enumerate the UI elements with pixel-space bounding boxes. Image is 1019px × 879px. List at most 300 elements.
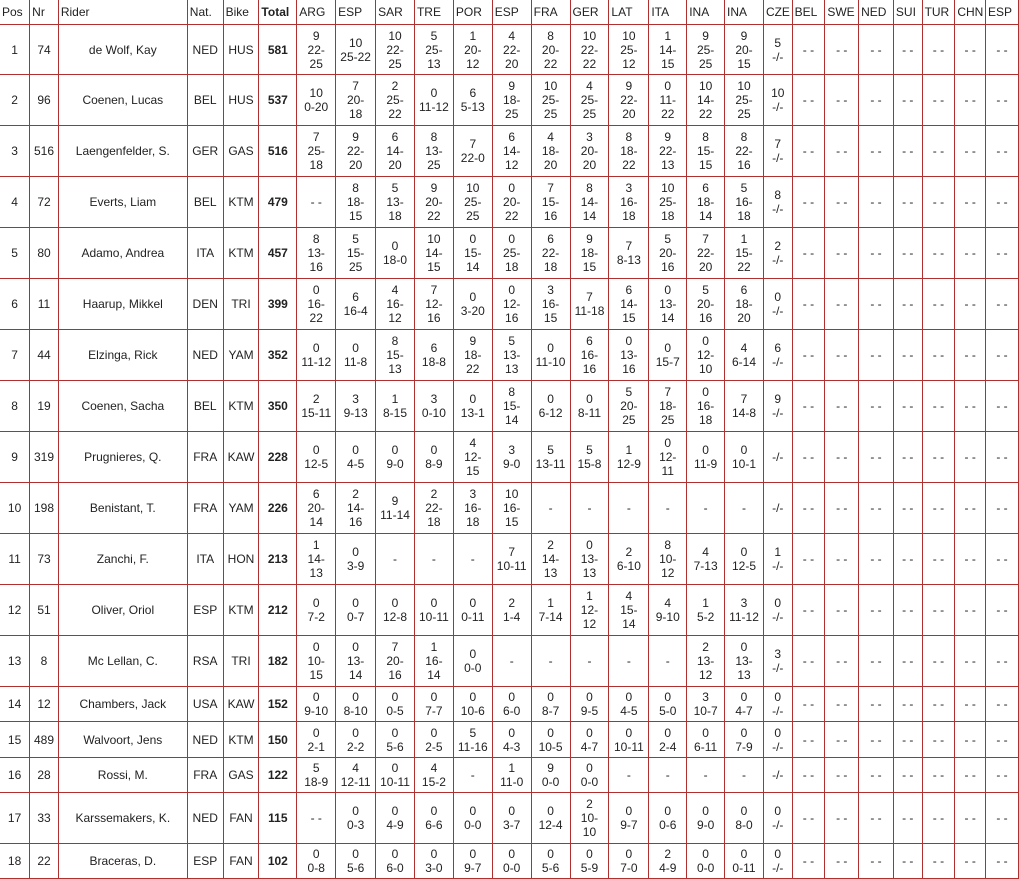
result-line: 7 — [391, 640, 399, 654]
result-line: 13- — [696, 654, 715, 668]
result-line: 3 — [469, 487, 477, 501]
cell-result — [825, 483, 859, 534]
result-line: 9 — [740, 28, 748, 43]
cell-result — [570, 228, 609, 279]
cell-result — [414, 534, 453, 585]
result-line: 13- — [425, 144, 443, 158]
table-row — [0, 585, 1019, 636]
cell-bike: YAM — [223, 483, 259, 534]
result-line: 4-9 — [659, 861, 677, 875]
cell-result — [687, 381, 725, 432]
result-line: - - — [996, 144, 1008, 158]
result-line: - - — [964, 811, 976, 825]
result-line: 18- — [735, 297, 753, 311]
result-line: - — [741, 768, 746, 782]
cell-result — [763, 381, 792, 432]
cell-result — [763, 75, 792, 126]
cell-result — [725, 25, 764, 75]
cell-result — [414, 228, 453, 279]
result-line: 15- — [541, 195, 560, 209]
result-line: 22- — [425, 501, 443, 515]
cell-result — [955, 793, 986, 844]
result-line: 25 — [622, 413, 636, 427]
result-line: - - — [870, 732, 882, 747]
result-line: 14- — [503, 144, 521, 158]
result-line: 0 — [547, 392, 554, 406]
result-line: 7 — [469, 137, 477, 151]
cell-result — [453, 228, 492, 279]
cell-result — [825, 25, 859, 75]
cell-nr: 516 — [30, 126, 59, 177]
result-line: -/- — [772, 450, 784, 464]
result-line: 0 — [391, 443, 399, 457]
result-line: 16 — [622, 362, 636, 376]
cell-result — [725, 126, 764, 177]
result-line: - - — [836, 195, 848, 209]
cell-result — [376, 126, 415, 177]
cell-result — [687, 793, 725, 844]
cell-result — [859, 330, 894, 381]
result-line: 20 — [622, 107, 636, 121]
result-line: 0 — [469, 596, 477, 610]
cell-bike: TRI — [223, 636, 259, 687]
result-line: 20- — [735, 42, 753, 57]
cell-result — [336, 279, 376, 330]
cell-result — [893, 844, 922, 879]
cell-result — [955, 758, 986, 793]
result-line: 0 — [312, 341, 320, 355]
result-line: - - — [870, 348, 882, 362]
cell-result — [414, 585, 453, 636]
result-line: 5-6 — [346, 861, 365, 875]
column-header: INA — [687, 0, 725, 25]
result-line: 9 — [586, 232, 593, 246]
result-line: 0 — [469, 290, 477, 304]
result-line: 1 — [774, 545, 782, 559]
result-line: 20 — [582, 158, 597, 172]
result-line: 8 — [312, 232, 320, 246]
cell-result — [453, 687, 492, 722]
result-line: 15 — [737, 56, 751, 71]
result-line: 3-0 — [425, 861, 443, 875]
table-row — [0, 483, 1019, 534]
result-line: 0 — [774, 804, 782, 818]
result-line: 16- — [580, 348, 599, 362]
result-line: 12- — [425, 297, 443, 311]
result-line: 3 — [586, 130, 593, 144]
cell-result — [986, 177, 1019, 228]
result-line: 3 — [702, 690, 709, 704]
cell-result — [649, 636, 687, 687]
column-header: Bike — [223, 0, 259, 25]
result-line: 18-0 — [383, 253, 408, 267]
cell-bike: HUS — [223, 25, 259, 75]
cell-result — [609, 126, 649, 177]
cell-result — [687, 432, 725, 483]
cell-result — [570, 636, 609, 687]
cell-result — [453, 534, 492, 585]
result-line: 0 — [469, 647, 477, 661]
result-line: - - — [996, 552, 1008, 566]
cell-result — [763, 432, 792, 483]
cell-result — [414, 483, 453, 534]
cell-result — [336, 793, 376, 844]
cell-result — [453, 844, 492, 879]
cell-result — [492, 75, 531, 126]
result-line: 25 — [388, 56, 402, 71]
cell-result — [725, 844, 764, 879]
result-line: 6 — [312, 487, 320, 501]
cell-result — [986, 279, 1019, 330]
cell-rider: Benistant, T. — [58, 483, 187, 534]
result-line: - - — [836, 93, 848, 107]
result-line: -/- — [772, 739, 784, 754]
cell-result — [687, 228, 725, 279]
cell-result — [336, 534, 376, 585]
result-line: 22- — [503, 42, 521, 57]
result-line: 6 — [508, 130, 516, 144]
result-line: 15 — [466, 464, 480, 478]
cell-result — [649, 758, 687, 793]
cell-result — [859, 432, 894, 483]
result-line: - - — [902, 552, 914, 566]
cell-result — [763, 534, 792, 585]
cell-result — [955, 381, 986, 432]
result-line: 18- — [620, 144, 638, 158]
cell-result — [825, 177, 859, 228]
result-line: 18 — [505, 260, 519, 274]
result-line: 10 — [348, 35, 363, 50]
cell-result — [570, 432, 609, 483]
cell-result — [986, 585, 1019, 636]
cell-pos: 2 — [0, 75, 30, 126]
cell-result — [609, 25, 649, 75]
cell-result — [955, 722, 986, 758]
result-line: - - — [870, 854, 882, 868]
table-row — [0, 330, 1019, 381]
result-line: 6 — [625, 283, 633, 297]
result-line: 16-4 — [343, 304, 368, 318]
result-line: - — [431, 552, 436, 566]
result-line: 20- — [386, 654, 404, 668]
cell-total: 213 — [259, 534, 297, 585]
result-line: -/- — [772, 406, 784, 420]
result-line: - - — [802, 399, 815, 413]
cell-result — [336, 330, 376, 381]
result-line: 7-14 — [538, 610, 563, 624]
result-line: 5 — [312, 761, 320, 775]
result-line: 9-7 — [464, 861, 482, 875]
result-line: 10 — [582, 825, 597, 839]
result-line: - - — [932, 854, 945, 868]
result-line: - - — [870, 552, 882, 566]
result-line: 11-8 — [344, 355, 368, 369]
cell-result — [609, 177, 649, 228]
result-line: 0 — [774, 596, 782, 610]
cell-result — [986, 381, 1019, 432]
result-line: 22 — [505, 209, 519, 223]
cell-result — [414, 793, 453, 844]
cell-result — [492, 687, 531, 722]
cell-result — [453, 758, 492, 793]
result-line: 0-3 — [346, 818, 365, 832]
result-line: 11-12 — [419, 100, 449, 114]
column-header: ITA — [649, 0, 687, 25]
cell-result — [609, 330, 649, 381]
result-line: - - — [964, 603, 976, 617]
result-line: 8 — [547, 28, 554, 43]
cell-result — [955, 636, 986, 687]
result-line: 8-13 — [616, 253, 641, 267]
result-line: -/- — [772, 151, 784, 165]
table-row — [0, 534, 1019, 585]
cell-result — [649, 177, 687, 228]
result-line: - - — [902, 195, 914, 209]
cell-pos: 8 — [0, 381, 30, 432]
cell-result — [725, 534, 764, 585]
cell-result — [336, 722, 376, 758]
cell-result — [986, 330, 1019, 381]
result-line: 0-0 — [541, 775, 560, 789]
result-line: 15 — [427, 260, 441, 274]
cell-result — [531, 534, 570, 585]
table-row — [0, 25, 1019, 75]
cell-result — [792, 483, 825, 534]
cell-result — [414, 381, 453, 432]
cell-result — [531, 844, 570, 879]
cell-result — [492, 844, 531, 879]
cell-result — [725, 432, 764, 483]
result-line: 1 — [664, 28, 672, 43]
result-line: 2 — [391, 79, 399, 93]
result-line: 2-4 — [659, 739, 677, 754]
result-line: 6-0 — [503, 704, 521, 718]
cell-result — [492, 177, 531, 228]
result-line: - - — [996, 450, 1008, 464]
result-line: 9-0 — [503, 457, 521, 471]
cell-nr: 51 — [30, 585, 59, 636]
result-line: 0 — [312, 847, 320, 861]
result-line: -/- — [772, 355, 784, 369]
result-line: - - — [932, 348, 945, 362]
result-line: 22- — [386, 42, 404, 57]
cell-nr: 28 — [30, 758, 59, 793]
cell-result — [792, 585, 825, 636]
result-line: 1 — [391, 392, 399, 406]
result-line: 0 — [547, 804, 554, 818]
result-line: - - — [870, 603, 882, 617]
cell-result — [531, 687, 570, 722]
cell-result — [859, 279, 894, 330]
result-line: 13- — [735, 654, 753, 668]
cell-result — [922, 687, 955, 722]
cell-result — [336, 483, 376, 534]
cell-nat: FRA — [187, 432, 223, 483]
result-line: 16 — [427, 311, 441, 325]
result-line: - - — [996, 654, 1008, 668]
cell-result — [531, 758, 570, 793]
result-line: 0 — [586, 690, 593, 704]
result-line: - - — [964, 348, 976, 362]
cell-result — [922, 432, 955, 483]
result-line: -/- — [772, 202, 784, 216]
cell-result — [893, 722, 922, 758]
result-line: 22 — [582, 56, 597, 71]
result-line: - - — [964, 732, 976, 747]
cell-total: 150 — [259, 722, 297, 758]
result-line: 25- — [503, 246, 521, 260]
cell-result — [492, 432, 531, 483]
cell-result — [297, 177, 336, 228]
cell-result — [414, 636, 453, 687]
cell-result — [893, 758, 922, 793]
result-line: 13- — [659, 297, 677, 311]
result-line: 25- — [696, 42, 715, 57]
result-line: 8 — [508, 385, 516, 399]
cell-result — [453, 330, 492, 381]
result-line: 0 — [312, 640, 320, 654]
result-line: 2 — [547, 538, 554, 552]
cell-result — [859, 228, 894, 279]
cell-result — [955, 228, 986, 279]
result-line: 0-5 — [386, 704, 404, 718]
result-line: 5 — [391, 181, 399, 195]
cell-bike: HON — [223, 534, 259, 585]
result-line: - - — [932, 732, 945, 747]
result-line: 6 — [740, 283, 748, 297]
result-line: 13- — [503, 348, 521, 362]
cell-result — [376, 177, 415, 228]
table-row — [0, 126, 1019, 177]
result-line: 0 — [625, 804, 633, 818]
result-line: 6 — [774, 341, 782, 355]
cell-result — [492, 330, 531, 381]
result-line: 0 — [774, 725, 782, 740]
cell-pos: 10 — [0, 483, 30, 534]
result-line: 6-11 — [694, 739, 718, 754]
cell-result — [609, 758, 649, 793]
table-row — [0, 381, 1019, 432]
result-line: - - — [964, 501, 976, 515]
cell-result — [922, 483, 955, 534]
result-line: 10 — [543, 79, 558, 93]
cell-result — [570, 75, 609, 126]
cell-result — [492, 25, 531, 75]
result-line: 1 — [586, 589, 593, 603]
cell-result — [986, 793, 1019, 844]
result-line: 16- — [307, 297, 325, 311]
result-line: 9 — [508, 79, 516, 93]
result-line: 12-9 — [616, 457, 641, 471]
cell-rider: Coenen, Sacha — [58, 381, 187, 432]
cell-result — [414, 75, 453, 126]
cell-result — [570, 381, 609, 432]
result-line: 10-11 — [380, 775, 410, 789]
cell-result — [763, 722, 792, 758]
result-line: 2 — [312, 392, 320, 406]
result-line: 25 — [737, 107, 751, 121]
result-line: 15- — [696, 144, 715, 158]
cell-result — [414, 279, 453, 330]
result-line: 3-7 — [503, 818, 521, 832]
result-line: 0-10 — [421, 406, 446, 420]
cell-result — [859, 483, 894, 534]
cell-result — [825, 636, 859, 687]
cell-nat: ESP — [187, 585, 223, 636]
cell-result — [725, 793, 764, 844]
result-line: 15- — [735, 246, 753, 260]
cell-result — [453, 432, 492, 483]
result-line: 4 — [740, 341, 748, 355]
result-line: 0 — [352, 545, 359, 559]
result-line: 25- — [541, 93, 560, 107]
cell-result — [986, 432, 1019, 483]
result-line: 0 — [625, 725, 633, 740]
cell-result — [825, 75, 859, 126]
result-line: - - — [802, 195, 815, 209]
cell-result — [725, 722, 764, 758]
result-line: 18 — [661, 209, 675, 223]
cell-bike: KAW — [223, 687, 259, 722]
result-line: 6 — [547, 232, 554, 246]
cell-nat: USA — [187, 687, 223, 722]
result-line: 0 — [586, 761, 593, 775]
result-line: - - — [836, 450, 848, 464]
cell-result — [687, 75, 725, 126]
result-line: - - — [996, 93, 1008, 107]
result-line: - — [393, 552, 398, 566]
cell-result — [859, 687, 894, 722]
cell-result — [955, 483, 986, 534]
result-line: 4 — [391, 283, 399, 297]
result-line: 18 — [309, 158, 323, 172]
result-line: 25- — [425, 42, 443, 57]
result-line: 22- — [620, 93, 638, 107]
result-line: 13 — [309, 566, 323, 580]
cell-result — [492, 758, 531, 793]
result-line: 0-20 — [304, 100, 329, 114]
result-line: 10 — [661, 181, 675, 195]
result-line: 0-6 — [659, 818, 677, 832]
cell-result — [531, 381, 570, 432]
cell-result — [986, 75, 1019, 126]
result-line: 0 — [664, 283, 672, 297]
column-header: POR — [453, 0, 492, 25]
result-line: 14- — [425, 246, 443, 260]
result-line: 20 — [737, 311, 751, 325]
cell-result — [986, 25, 1019, 75]
column-header: Total — [259, 0, 297, 25]
cell-result — [492, 534, 531, 585]
cell-result — [649, 228, 687, 279]
result-line: 10-11 — [419, 610, 449, 624]
cell-result — [531, 25, 570, 75]
cell-result — [376, 844, 415, 879]
cell-result — [570, 483, 609, 534]
cell-nat: ITA — [187, 534, 223, 585]
result-line: 0 — [352, 690, 359, 704]
result-line: - — [741, 501, 746, 515]
result-line: - - — [836, 552, 848, 566]
result-line: 0 — [391, 239, 399, 253]
result-line: - - — [870, 144, 882, 158]
result-line: 5-6 — [386, 739, 404, 754]
cell-result — [922, 25, 955, 75]
result-line: 16- — [464, 501, 482, 515]
result-line: 10 — [622, 28, 636, 43]
result-line: 6-0 — [386, 861, 404, 875]
cell-nat: FRA — [187, 483, 223, 534]
